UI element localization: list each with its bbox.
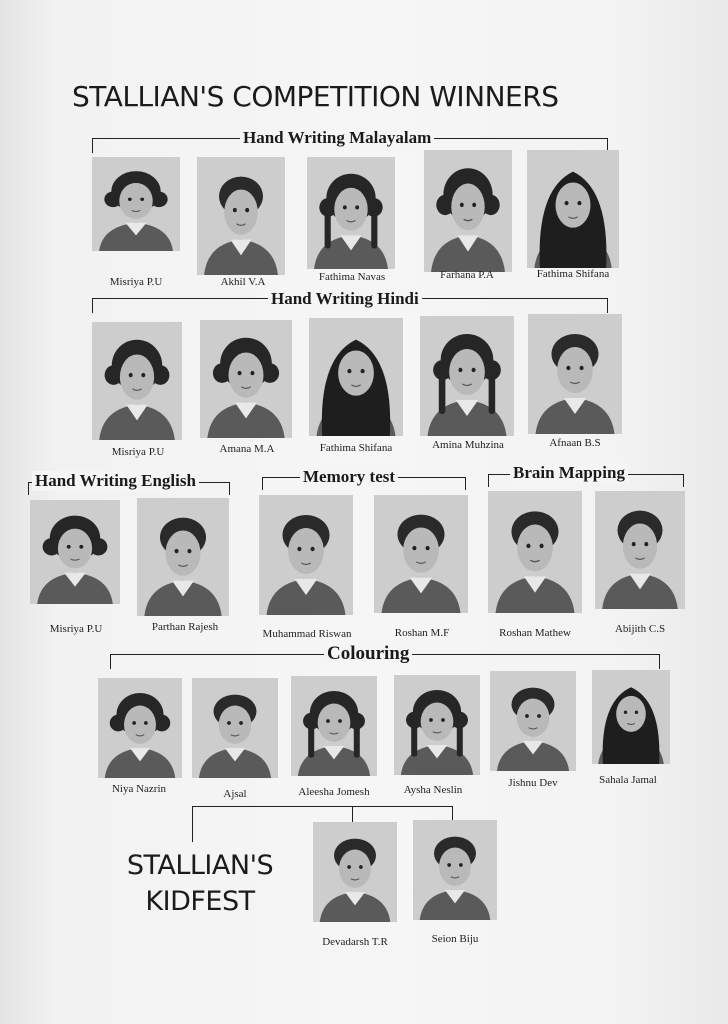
portrait-photo-kidfest-1 [413,820,497,920]
winner-name-colouring-4: Jishnu Dev [508,777,558,789]
portrait-photo-hindi-2 [309,318,403,436]
portrait-photo-malayalam-3 [424,150,512,272]
portrait-photo-memory-1 [374,495,468,613]
portrait-photo-english-0 [30,500,120,604]
winner-name-malayalam-1: Akhil V.A [220,276,266,288]
winner-name-malayalam-0: Misriya P.U [109,276,163,288]
winner-name-colouring-0: Niya Nazrin [111,783,167,795]
portrait-photo-brain-1 [595,491,685,609]
winner-name-hindi-2: Fathima Shifana [319,442,393,454]
portrait-photo-colouring-2 [291,676,377,776]
winner-name-colouring-5: Sahala Jamal [599,774,657,786]
portrait-photo-memory-0 [259,495,353,615]
portrait-photo-malayalam-2 [307,157,395,269]
portrait-photo-malayalam-4 [527,150,619,268]
winner-name-kidfest-0: Devadarsh T.R [322,936,388,948]
winner-name-malayalam-2: Fathima Navas [318,271,386,283]
kidfest-connector-horizontal [192,806,452,807]
winner-name-hindi-1: Amana M.A [219,443,275,455]
portrait-photo-english-1 [137,498,229,616]
winner-name-hindi-3: Amina Muhzina [432,439,504,451]
portrait-photo-colouring-4 [490,671,576,771]
winner-name-memory-1: Roshan M.F [394,627,450,639]
kidfest-title-line2: KIDFEST [145,886,255,917]
portrait-photo-colouring-1 [192,678,278,778]
portrait-photo-hindi-1 [200,320,292,438]
winner-name-memory-0: Muhammad Riswan [262,628,352,640]
winner-name-malayalam-3: Farhana P.A [440,269,494,281]
memory-section-title: Memory test [300,467,398,487]
winner-name-malayalam-4: Fathima Shifana [536,268,610,280]
winner-name-brain-1: Abijith C.S [614,623,666,635]
english-section-title: Hand Writing English [32,471,199,491]
portrait-photo-colouring-0 [98,678,182,778]
portrait-photo-kidfest-0 [313,822,397,922]
winner-name-hindi-0: Misriya P.U [111,446,165,458]
portrait-photo-hindi-3 [420,316,514,436]
brain-section-title: Brain Mapping [510,463,628,483]
portrait-photo-malayalam-1 [197,157,285,275]
winner-name-colouring-2: Aleesha Jomesh [298,786,370,798]
portrait-photo-brain-0 [488,491,582,613]
kidfest-title [110,848,290,920]
winner-name-brain-0: Roshan Mathew [499,627,571,639]
hindi-section-title: Hand Writing Hindi [268,289,422,309]
winner-name-colouring-3: Aysha Neslin [403,784,463,796]
portrait-photo-hindi-4 [528,314,622,434]
winner-name-kidfest-1: Seion Biju [431,933,479,945]
kidfest-title-line1: STALLIAN'S [126,850,274,881]
portrait-photo-colouring-5 [592,670,670,764]
kidfest-connector-mid [352,806,353,822]
winner-name-hindi-4: Afnaan B.S [549,437,601,449]
malayalam-section-title: Hand Writing Malayalam [240,128,434,148]
page-title: STALLIAN'S COMPETITION WINNERS [72,80,559,113]
winner-name-colouring-1: Ajsal [223,788,247,800]
portrait-photo-colouring-3 [394,675,480,775]
winner-name-english-1: Parthan Rajesh [151,621,219,633]
winner-name-english-0: Misriya P.U [49,623,103,635]
kidfest-connector-left [192,806,193,842]
portrait-photo-malayalam-0 [92,157,180,251]
colouring-section-title: Colouring [324,644,412,664]
portrait-photo-hindi-0 [92,322,182,440]
